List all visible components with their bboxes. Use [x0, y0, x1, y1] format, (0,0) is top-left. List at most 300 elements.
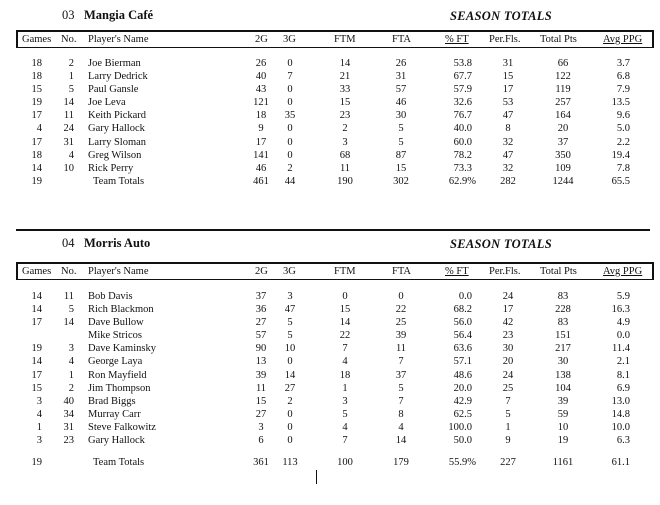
cell-2g: 46 — [255, 162, 267, 174]
cell-ftm: 2 — [342, 123, 348, 135]
scan-mark — [316, 470, 317, 484]
cell-3g: 27 — [284, 382, 296, 394]
cell-player-name: Gary Hallock — [88, 123, 145, 135]
col-total-pts: Total Pts — [540, 34, 577, 45]
cell-total-pts: 217 — [555, 343, 571, 355]
cell-3g: 5 — [287, 317, 293, 329]
cell-pct-ft: 73.3 — [453, 162, 472, 174]
cell-2g: 37 — [255, 291, 267, 302]
cell-fta: 22 — [395, 304, 407, 316]
cell-3g: 0 — [287, 408, 293, 420]
col-2g: 2G — [255, 266, 268, 277]
cell-avg-ppg: 8.1 — [616, 369, 630, 381]
cell-avg-ppg: 61.1 — [611, 457, 630, 469]
cell-total-pts: 37 — [557, 136, 569, 148]
cell-pct-ft: 53.8 — [453, 58, 472, 69]
cell-2g: 36 — [255, 304, 267, 316]
cell-fta: 11 — [395, 343, 407, 355]
cell-total-pts: 104 — [555, 382, 571, 394]
cell-games: 17 — [31, 110, 42, 122]
cell-per-fls: 282 — [500, 175, 516, 187]
cell-games: 19 — [31, 97, 42, 109]
cell-per-fls: 20 — [502, 356, 514, 368]
cell-2g: 11 — [255, 382, 267, 394]
cell-avg-ppg: 6.8 — [616, 71, 630, 83]
team-number: 04 — [62, 236, 75, 250]
cell-3g: 0 — [287, 149, 293, 161]
cell-fta: 179 — [393, 457, 409, 469]
cell-games: 19 — [31, 175, 42, 187]
cell-3g: 0 — [287, 435, 293, 447]
cell-total-pts: 83 — [557, 317, 569, 329]
cell-ftm: 18 — [339, 369, 351, 381]
cell-ftm: 100 — [337, 457, 353, 469]
cell-player-name: Rick Perry — [88, 162, 134, 174]
cell-total-pts: 10 — [557, 421, 569, 433]
cell-2g: 39 — [255, 369, 267, 381]
cell-per-fls: 53 — [502, 97, 514, 109]
col-pct-ft: % FT — [445, 266, 469, 277]
cell-per-fls: 1 — [505, 421, 511, 433]
col-ftm: FTM — [334, 266, 356, 277]
column-header-row — [0, 30, 660, 50]
cell-total-pts: 151 — [555, 330, 571, 342]
cell-avg-ppg: 2.1 — [616, 356, 630, 368]
cell-ftm: 0 — [342, 291, 348, 302]
col-ftm: FTM — [334, 34, 356, 45]
cell-games: 3 — [36, 395, 42, 407]
team-totals-row — [0, 457, 660, 470]
table-row — [0, 123, 660, 136]
cell-per-fls: 24 — [502, 369, 514, 381]
cell-2g: 9 — [258, 123, 264, 135]
cell-ftm: 11 — [339, 162, 351, 174]
table-row — [0, 137, 660, 150]
cell-fta: 26 — [395, 58, 407, 69]
cell-games: 14 — [31, 291, 42, 302]
cell-ftm: 190 — [337, 175, 353, 187]
cell-2g: 13 — [255, 356, 267, 368]
cell-pct-ft: 62.9% — [448, 175, 476, 187]
cell-fta: 87 — [395, 149, 407, 161]
cell-player-name: Joe Bierman — [88, 58, 141, 69]
cell-games: 3 — [36, 435, 42, 447]
cell-3g: 44 — [284, 175, 296, 187]
table-row — [0, 304, 660, 317]
cell-player-name: Team Totals — [93, 457, 145, 469]
cell-fta: 5 — [398, 382, 404, 394]
cell-no: 14 — [63, 97, 74, 109]
cell-pct-ft: 76.7 — [453, 110, 472, 122]
cell-games: 18 — [31, 58, 42, 69]
cell-fta: 0 — [398, 291, 404, 302]
cell-no: 31 — [63, 136, 74, 148]
season-totals-label: SEASON TOTALS — [450, 237, 552, 251]
cell-no: 1 — [68, 369, 74, 381]
cell-player-name: Dave Bullow — [88, 317, 144, 329]
cell-per-fls: 23 — [502, 330, 514, 342]
cell-avg-ppg: 16.3 — [611, 304, 630, 316]
cell-ftm: 33 — [339, 84, 351, 96]
cell-3g: 0 — [287, 356, 293, 368]
cell-avg-ppg: 14.8 — [611, 408, 630, 420]
cell-no: 1 — [68, 71, 74, 83]
col-per-fls: Per.Fls. — [489, 34, 521, 45]
cell-avg-ppg: 6.9 — [616, 382, 630, 394]
cell-fta: 7 — [398, 395, 404, 407]
cell-2g: 40 — [255, 71, 267, 83]
column-header-row — [0, 262, 660, 282]
cell-no: 31 — [63, 421, 74, 433]
cell-3g: 14 — [284, 369, 296, 381]
cell-per-fls: 30 — [502, 343, 514, 355]
col-2g: 2G — [255, 34, 268, 45]
col-player-name: Player's Name — [88, 34, 149, 45]
cell-2g: 18 — [255, 110, 267, 122]
cell-fta: 302 — [393, 175, 409, 187]
cell-per-fls: 47 — [502, 149, 514, 161]
cell-avg-ppg: 65.5 — [611, 175, 630, 187]
cell-no: 34 — [63, 408, 74, 420]
cell-ftm: 7 — [342, 343, 348, 355]
cell-no: 5 — [68, 84, 74, 96]
cell-player-name: Brad Biggs — [88, 395, 136, 407]
col-per-fls: Per.Fls. — [489, 266, 521, 277]
col-avg-ppg: Avg PPG — [603, 266, 643, 277]
cell-games: 17 — [31, 369, 42, 381]
cell-per-fls: 8 — [505, 123, 511, 135]
cell-fta: 5 — [398, 136, 404, 148]
cell-fta: 4 — [398, 421, 404, 433]
cell-player-name: Gary Hallock — [88, 435, 145, 447]
cell-per-fls: 31 — [502, 58, 514, 69]
player-table-body — [0, 282, 660, 470]
table-row — [0, 370, 660, 383]
cell-per-fls: 17 — [502, 304, 514, 316]
cell-2g: 121 — [253, 97, 269, 109]
cell-avg-ppg: 19.4 — [611, 149, 630, 161]
cell-3g: 0 — [287, 123, 293, 135]
cell-avg-ppg: 6.3 — [616, 435, 630, 447]
cell-player-name: George Laya — [88, 356, 143, 368]
cell-fta: 31 — [395, 71, 407, 83]
col-fta: FTA — [392, 34, 411, 45]
table-row — [0, 97, 660, 110]
cell-player-name: Joe Leva — [88, 97, 126, 109]
cell-player-name: Team Totals — [93, 175, 145, 187]
cell-games: 14 — [31, 304, 42, 316]
cell-2g: 15 — [255, 395, 267, 407]
cell-pct-ft: 20.0 — [453, 382, 472, 394]
section-divider — [16, 229, 650, 231]
season-totals-label: SEASON TOTALS — [450, 9, 552, 23]
table-row — [0, 343, 660, 356]
cell-pct-ft: 78.2 — [453, 149, 472, 161]
col-player-name: Player's Name — [88, 266, 149, 277]
cell-avg-ppg: 13.5 — [611, 97, 630, 109]
cell-fta: 39 — [395, 330, 407, 342]
cell-no: 14 — [63, 317, 74, 329]
cell-player-name: Dave Kaminsky — [88, 343, 156, 355]
cell-per-fls: 24 — [502, 291, 514, 302]
col-total-pts: Total Pts — [540, 266, 577, 277]
cell-total-pts: 122 — [555, 71, 571, 83]
cell-games: 4 — [36, 408, 42, 420]
cell-no: 5 — [68, 304, 74, 316]
cell-2g: 90 — [255, 343, 267, 355]
cell-total-pts: 83 — [557, 291, 569, 302]
cell-pct-ft: 48.6 — [453, 369, 472, 381]
cell-pct-ft: 55.9% — [448, 457, 476, 469]
player-table-body — [0, 50, 660, 189]
cell-no: 23 — [63, 435, 74, 447]
cell-pct-ft: 56.4 — [453, 330, 472, 342]
cell-pct-ft: 56.0 — [453, 317, 472, 329]
cell-3g: 0 — [287, 58, 293, 69]
cell-games: 19 — [31, 343, 42, 355]
cell-player-name: Greg Wilson — [88, 149, 142, 161]
cell-avg-ppg: 11.4 — [612, 343, 630, 355]
cell-ftm: 22 — [339, 330, 351, 342]
cell-pct-ft: 40.0 — [453, 123, 472, 135]
cell-avg-ppg: 7.9 — [616, 84, 630, 96]
cell-fta: 57 — [395, 84, 407, 96]
cell-player-name: Murray Carr — [88, 408, 141, 420]
cell-3g: 3 — [287, 291, 293, 302]
col-3g: 3G — [283, 266, 296, 277]
cell-2g: 27 — [255, 408, 267, 420]
team-header — [0, 6, 660, 30]
team-section-morris — [0, 234, 660, 470]
cell-2g: 461 — [253, 175, 269, 187]
cell-no: 2 — [68, 382, 74, 394]
table-row — [0, 435, 660, 448]
team-number: 03 — [62, 8, 75, 22]
cell-no: 3 — [68, 343, 74, 355]
table-row — [0, 330, 660, 343]
cell-total-pts: 20 — [557, 123, 569, 135]
cell-per-fls: 15 — [502, 71, 514, 83]
cell-avg-ppg: 7.8 — [616, 162, 630, 174]
cell-avg-ppg: 10.0 — [611, 421, 630, 433]
cell-per-fls: 9 — [505, 435, 511, 447]
cell-3g: 10 — [284, 343, 296, 355]
cell-3g: 7 — [287, 71, 293, 83]
cell-fta: 46 — [395, 97, 407, 109]
cell-ftm: 15 — [339, 304, 351, 316]
cell-per-fls: 7 — [505, 395, 511, 407]
cell-games: 17 — [31, 136, 42, 148]
cell-3g: 0 — [287, 84, 293, 96]
cell-no: 11 — [63, 291, 74, 302]
cell-player-name: Steve Falkowitz — [88, 421, 156, 433]
cell-per-fls: 227 — [500, 457, 516, 469]
col-games: Games — [22, 266, 52, 277]
cell-per-fls: 17 — [502, 84, 514, 96]
col-pct-ft: % FT — [445, 34, 469, 45]
cell-no: 40 — [63, 395, 74, 407]
table-row — [0, 150, 660, 163]
cell-total-pts: 66 — [557, 58, 569, 69]
cell-games: 17 — [31, 317, 42, 329]
cell-player-name: Ron Mayfield — [88, 369, 147, 381]
cell-ftm: 68 — [339, 149, 351, 161]
cell-2g: 27 — [255, 317, 267, 329]
cell-no: 11 — [63, 110, 74, 122]
cell-3g: 47 — [284, 304, 296, 316]
cell-per-fls: 25 — [502, 382, 514, 394]
table-row — [0, 356, 660, 369]
table-row — [0, 383, 660, 396]
cell-avg-ppg: 9.6 — [616, 110, 630, 122]
cell-ftm: 15 — [339, 97, 351, 109]
team-totals-row — [0, 176, 660, 189]
table-row — [0, 409, 660, 422]
cell-avg-ppg: 2.2 — [616, 136, 630, 148]
cell-player-name: Mike Stricos — [88, 330, 142, 342]
cell-games: 18 — [31, 149, 42, 161]
cell-avg-ppg: 4.9 — [616, 317, 630, 329]
cell-pct-ft: 68.2 — [453, 304, 472, 316]
cell-2g: 6 — [258, 435, 264, 447]
cell-games: 19 — [31, 457, 42, 469]
cell-fta: 37 — [395, 369, 407, 381]
cell-per-fls: 32 — [502, 136, 514, 148]
cell-games: 1 — [36, 421, 42, 433]
cell-player-name: Keith Pickard — [88, 110, 147, 122]
cell-games: 14 — [31, 162, 42, 174]
cell-total-pts: 59 — [557, 408, 569, 420]
cell-pct-ft: 32.6 — [453, 97, 472, 109]
cell-fta: 15 — [395, 162, 407, 174]
cell-games: 14 — [31, 356, 42, 368]
cell-pct-ft: 63.6 — [453, 343, 472, 355]
cell-ftm: 23 — [339, 110, 351, 122]
cell-games: 4 — [36, 123, 42, 135]
team-name: Morris Auto — [84, 236, 151, 250]
cell-ftm: 5 — [342, 408, 348, 420]
col-fta: FTA — [392, 266, 411, 277]
cell-per-fls: 42 — [502, 317, 514, 329]
table-row — [0, 58, 660, 71]
cell-2g: 361 — [253, 457, 269, 469]
cell-pct-ft: 57.1 — [453, 356, 472, 368]
cell-3g: 0 — [287, 136, 293, 148]
cell-3g: 0 — [287, 97, 293, 109]
cell-no: 2 — [68, 58, 74, 69]
col-no: No. — [61, 34, 77, 45]
team-section-mangia — [0, 6, 660, 189]
cell-3g: 2 — [287, 162, 293, 174]
cell-pct-ft: 42.9 — [453, 395, 472, 407]
cell-player-name: Rich Blackmon — [88, 304, 154, 316]
cell-games: 15 — [31, 84, 42, 96]
cell-pct-ft: 60.0 — [453, 136, 472, 148]
cell-total-pts: 39 — [557, 395, 569, 407]
cell-total-pts: 109 — [555, 162, 571, 174]
cell-pct-ft: 100.0 — [448, 421, 472, 433]
cell-3g: 35 — [284, 110, 296, 122]
cell-fta: 5 — [398, 123, 404, 135]
table-row — [0, 422, 660, 435]
cell-no: 10 — [63, 162, 74, 174]
cell-total-pts: 19 — [557, 435, 569, 447]
cell-total-pts: 350 — [555, 149, 571, 161]
cell-avg-ppg: 5.0 — [616, 123, 630, 135]
cell-3g: 113 — [282, 457, 298, 469]
cell-player-name: Paul Gansle — [88, 84, 139, 96]
cell-no: 24 — [63, 123, 74, 135]
cell-total-pts: 1244 — [552, 175, 574, 187]
cell-total-pts: 228 — [555, 304, 571, 316]
cell-avg-ppg: 13.0 — [611, 395, 630, 407]
cell-fta: 8 — [398, 408, 404, 420]
table-row — [0, 317, 660, 330]
table-row — [0, 291, 660, 304]
cell-2g: 57 — [255, 330, 267, 342]
col-avg-ppg: Avg PPG — [603, 34, 643, 45]
cell-avg-ppg: 5.9 — [616, 291, 630, 302]
cell-avg-ppg: 3.7 — [616, 58, 630, 69]
cell-3g: 0 — [287, 421, 293, 433]
cell-ftm: 14 — [339, 317, 351, 329]
team-name: Mangia Café — [84, 8, 154, 22]
cell-ftm: 3 — [342, 395, 348, 407]
cell-no: 4 — [68, 149, 74, 161]
cell-pct-ft: 62.5 — [453, 408, 472, 420]
cell-ftm: 4 — [342, 356, 348, 368]
cell-total-pts: 138 — [555, 369, 571, 381]
team-title — [62, 8, 153, 23]
cell-total-pts: 257 — [555, 97, 571, 109]
cell-per-fls: 47 — [502, 110, 514, 122]
col-3g: 3G — [283, 34, 296, 45]
table-row — [0, 396, 660, 409]
cell-ftm: 4 — [342, 421, 348, 433]
cell-ftm: 14 — [339, 58, 351, 69]
table-row — [0, 84, 660, 97]
cell-ftm: 3 — [342, 136, 348, 148]
cell-per-fls: 32 — [502, 162, 514, 174]
cell-pct-ft: 50.0 — [453, 435, 472, 447]
cell-ftm: 7 — [342, 435, 348, 447]
cell-total-pts: 119 — [555, 84, 571, 96]
cell-pct-ft: 0.0 — [458, 291, 472, 302]
cell-fta: 14 — [395, 435, 407, 447]
cell-pct-ft: 67.7 — [453, 71, 472, 83]
team-title — [62, 236, 150, 251]
cell-2g: 43 — [255, 84, 267, 96]
cell-ftm: 1 — [342, 382, 348, 394]
cell-pct-ft: 57.9 — [453, 84, 472, 96]
cell-no: 4 — [68, 356, 74, 368]
table-row — [0, 163, 660, 176]
cell-total-pts: 30 — [557, 356, 569, 368]
cell-3g: 5 — [287, 330, 293, 342]
cell-per-fls: 5 — [505, 408, 511, 420]
cell-2g: 26 — [255, 58, 267, 69]
table-row — [0, 110, 660, 123]
team-header — [0, 234, 660, 258]
cell-2g: 3 — [258, 421, 264, 433]
cell-ftm: 21 — [339, 71, 351, 83]
cell-3g: 2 — [287, 395, 293, 407]
col-no: No. — [61, 266, 77, 277]
cell-total-pts: 164 — [555, 110, 571, 122]
cell-fta: 30 — [395, 110, 407, 122]
cell-fta: 25 — [395, 317, 407, 329]
cell-avg-ppg: 0.0 — [616, 330, 630, 342]
